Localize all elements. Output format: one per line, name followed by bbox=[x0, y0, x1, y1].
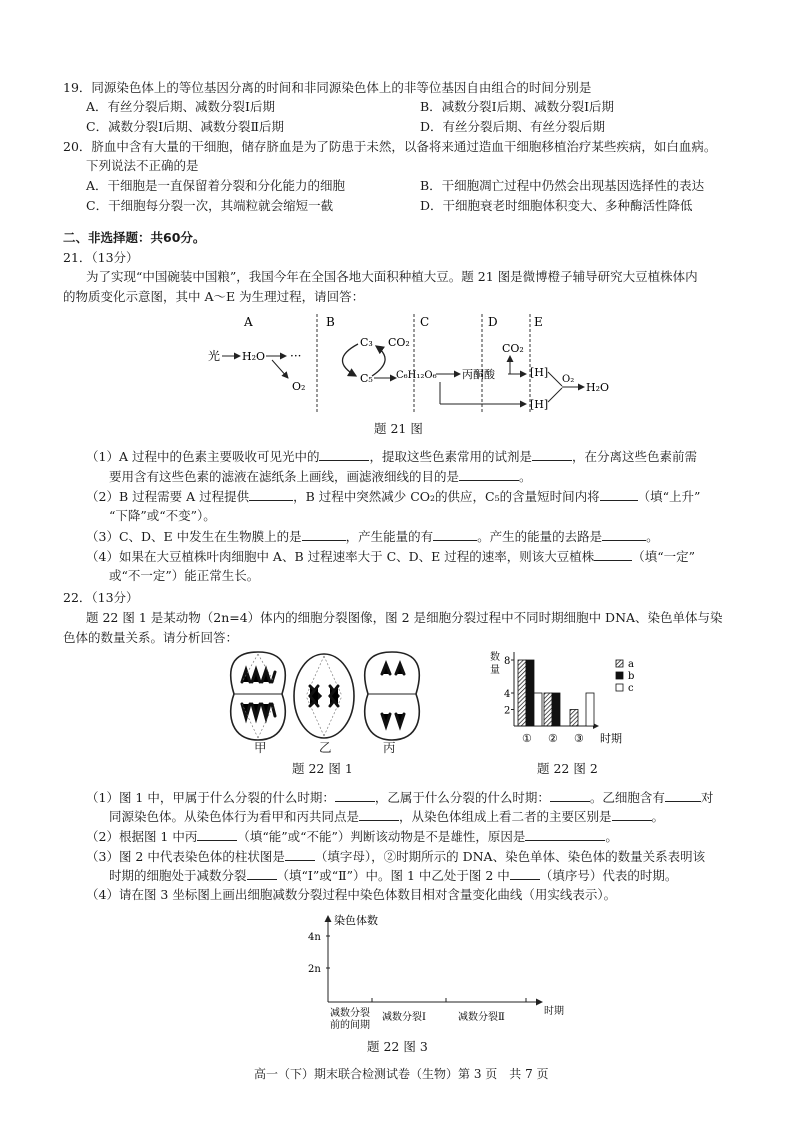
h2o-text: H₂O bbox=[242, 350, 266, 363]
q21-p2-line2: “下降”或“不变”）。 bbox=[109, 508, 216, 523]
cell-label-bing: 丙 bbox=[383, 740, 396, 755]
fig2-ylabel-1: 数 bbox=[490, 652, 500, 663]
q22-intro: 题 22 图 1 是某动物（2n=4）体内的细胞分裂图像，图 2 是细胞分裂过程中不同时期细胞中 DNA、染色单体与染 bbox=[86, 610, 723, 625]
blank-22-1[interactable] bbox=[335, 789, 375, 802]
blank-21-3[interactable] bbox=[459, 468, 519, 481]
blank-22-6[interactable] bbox=[197, 828, 237, 841]
q22-p4: （4）请在图 3 坐标图上画出细胞减数分裂过程中染色体数目相对含量变化曲线（用实线表示）。 bbox=[86, 887, 617, 902]
q20-stem-cont: 下列说法不正确的是 bbox=[86, 158, 199, 173]
q20-option-d: D．干细胞衰老时细胞体积变大、多种酶活性降低 bbox=[420, 198, 693, 213]
arrow-o2 bbox=[272, 360, 288, 378]
cell-yi bbox=[294, 654, 354, 738]
glucose-text: C₆H₁₂O₆ bbox=[396, 370, 437, 381]
q22-p1-line2: 同源染色体。从染色体行为看甲和丙共同点是 ，从染色体组成上看二者的主要区别是 。 bbox=[109, 809, 665, 824]
q21-p1-line1: （1）A 过程中的色素主要吸收可见光中的 ，提取这些色素常用的试剂是 ，在分离这些色素前需 bbox=[86, 449, 697, 464]
cell-jia bbox=[231, 652, 286, 740]
bar-c-3 bbox=[586, 693, 594, 726]
fig2-xtick-1: ① bbox=[522, 732, 532, 745]
co2-text: CO₂ bbox=[388, 336, 410, 349]
q22-fig1-caption: 题 22 图 1 bbox=[292, 761, 353, 776]
fig3-tick-4n: 4n bbox=[308, 932, 321, 943]
blank-21-9[interactable] bbox=[594, 548, 632, 561]
q22-p2: （2）根据图 1 中丙 （填“能”或“不能”）判断该动物是不是雄性，原因是 。 bbox=[86, 829, 618, 844]
legend-label-a: a bbox=[628, 659, 634, 670]
q20-option-a: A．干细胞是一直保留着分裂和分化能力的细胞 bbox=[86, 178, 346, 193]
o2-text: O₂ bbox=[292, 380, 306, 393]
blank-21-7[interactable] bbox=[433, 528, 477, 541]
calvin-right bbox=[372, 346, 385, 376]
legend-swatch-c bbox=[616, 684, 623, 691]
q19-option-d: D．有丝分裂后期、有丝分裂后期 bbox=[420, 119, 606, 134]
q22-intro-cont: 色体的数量关系。请分析回答： bbox=[63, 630, 239, 645]
section-heading: 二、非选择题：共60分。 bbox=[63, 230, 206, 245]
q22-fig3-axes bbox=[300, 910, 564, 1031]
blank-21-4[interactable] bbox=[249, 488, 293, 501]
fig2-xtick-2: ② bbox=[548, 732, 558, 745]
bar-c-1 bbox=[534, 693, 542, 726]
fig3-stage-1b: 前的间期 bbox=[330, 1020, 370, 1031]
q20-stem: 20．脐血中含有大量的干细胞，储存脐血是为了防患于未然，以备将来通过造血干细胞移植治疗某些疾病，如白血病。 bbox=[63, 139, 717, 154]
q21-p4-line1: （4）如果在大豆植株叶肉细胞中 A、B 过程速率大于 C、D、E 过程的速率，则该大豆植株 （填“一定” bbox=[86, 549, 696, 564]
bar-a-2 bbox=[544, 693, 552, 726]
fig2-ytick-4: 4 bbox=[504, 689, 511, 700]
blank-21-5[interactable] bbox=[600, 488, 638, 501]
q21-diagram bbox=[200, 308, 620, 418]
light-text: 光 bbox=[208, 349, 221, 363]
legend-swatch-b bbox=[616, 672, 623, 679]
blank-21-8[interactable] bbox=[602, 528, 646, 541]
label-d: D bbox=[488, 315, 498, 329]
fig3-stage-1a: 减数分裂 bbox=[330, 1008, 370, 1019]
q21-caption: 题 21 图 bbox=[374, 421, 423, 436]
bar-a-3 bbox=[570, 710, 578, 727]
q21-intro: 为了实现“中国碗装中国粮”，我国今年在全国各地大面积种植大豆。题 21 图是微博橙子辅导研究大豆植株体内 bbox=[86, 269, 698, 284]
q22-fig3-caption: 题 22 图 3 bbox=[367, 1039, 428, 1054]
blank-21-6[interactable] bbox=[302, 528, 346, 541]
fig2-ylabel-2: 量 bbox=[490, 665, 500, 676]
q19-stem: 19．同源染色体上的等位基因分离的时间和非同源染色体上的非等位基因自由组合的时间分别是 bbox=[63, 80, 592, 95]
o2-e-text: O₂ bbox=[562, 374, 575, 385]
fig3-tick-2n: 2n bbox=[308, 964, 321, 975]
q19-option-a: A．有丝分裂后期、减数分裂Ⅰ后期 bbox=[86, 99, 275, 114]
bar-b-2 bbox=[552, 693, 560, 726]
cell-bing bbox=[365, 652, 420, 740]
blank-22-3[interactable] bbox=[665, 789, 701, 802]
label-b: B bbox=[326, 315, 335, 329]
blank-22-5[interactable] bbox=[612, 808, 652, 821]
q21-p2-line1: （2）B 过程需要 A 过程提供 ，B 过程中突然减少 CO₂的供应，C₅的含量短时间内将 （填“上升” bbox=[86, 489, 701, 504]
fig2-xtick-3: ③ bbox=[574, 732, 584, 745]
q20-option-c: C．干细胞每分裂一次，其端粒就会缩短一截 bbox=[86, 198, 334, 213]
blank-22-4[interactable] bbox=[359, 808, 399, 821]
blank-22-10[interactable] bbox=[510, 867, 540, 880]
legend-swatch-a bbox=[616, 660, 623, 667]
fig3-stage-3: 减数分裂Ⅱ bbox=[458, 1012, 505, 1023]
c5-bottom: C₅ bbox=[360, 372, 373, 385]
q22-p3-line1: （3）图 2 中代表染色体的柱状图是 （填字母），②时期所示的 DNA、染色单体、染色体的数量关系表明该 bbox=[86, 849, 706, 864]
blank-22-8[interactable] bbox=[285, 848, 315, 861]
q22-fig2-chart bbox=[486, 646, 646, 750]
fig2-ytick-2: 2 bbox=[504, 705, 511, 717]
q21-intro-cont: 的物质变化示意图，其中 A～E 为生理过程，请回答： bbox=[63, 289, 365, 304]
q22-fig2-caption: 题 22 图 2 bbox=[537, 761, 598, 776]
q21-head: 21．（13分） bbox=[63, 250, 139, 265]
h-upper: [H] bbox=[530, 366, 549, 379]
label-c: C bbox=[420, 315, 430, 329]
page-footer: 高一（下）期末联合检测试卷（生物）第 3 页 共 7 页 bbox=[254, 1067, 549, 1081]
fig3-ylabel: 染色体数 bbox=[334, 914, 378, 927]
q21-p3: （3）C、D、E 中发生在生物膜上的是 ，产生能量的有 。产生的能量的去路是 。 bbox=[86, 529, 659, 544]
q22-head: 22．（13分） bbox=[63, 590, 139, 605]
dots-text: ··· bbox=[290, 349, 302, 363]
q21-p4-line2: 或“不一定”）能正常生长。 bbox=[109, 568, 260, 583]
q20-option-b: B．干细胞凋亡过程中仍然会出现基因选择性的表达 bbox=[420, 178, 705, 193]
blank-22-7[interactable] bbox=[525, 828, 605, 841]
legend-label-b: b bbox=[628, 671, 635, 682]
fig2-ytick-8: 8 bbox=[504, 656, 511, 667]
blank-21-2[interactable] bbox=[532, 448, 572, 461]
legend-label-c: c bbox=[628, 683, 634, 694]
q21-p1-line2: 要用含有这些色素的滤液在滤纸条上画线，画滤液细线的目的是 。 bbox=[109, 469, 532, 484]
fig3-stage-2: 减数分裂Ⅰ bbox=[382, 1012, 426, 1023]
line-h-join-lower bbox=[548, 388, 562, 402]
q19-option-b: B．减数分裂Ⅰ后期、减数分裂Ⅰ后期 bbox=[420, 99, 615, 114]
c3-top: C₃ bbox=[360, 336, 373, 349]
h-lower: [H] bbox=[530, 398, 549, 411]
calvin-left bbox=[342, 344, 358, 376]
q19-option-c: C．减数分裂Ⅰ后期、减数分裂Ⅱ后期 bbox=[86, 119, 284, 134]
cell-label-yi: 乙 bbox=[319, 740, 332, 755]
label-a: A bbox=[244, 315, 253, 329]
line-h-join-upper bbox=[548, 372, 562, 386]
co2-d-text: CO₂ bbox=[502, 342, 524, 355]
blank-22-2[interactable] bbox=[550, 789, 590, 802]
h2o-e-text: H₂O bbox=[586, 381, 610, 394]
q22-p1-line1: （1）图 1 中，甲属于什么分裂的什么时期： ，乙属于什么分裂的什么时期： 。乙细胞含有 对 bbox=[86, 790, 714, 805]
fig2-xlabel: 时期 bbox=[600, 732, 622, 745]
fig3-xlabel: 时期 bbox=[544, 1006, 564, 1017]
label-e: E bbox=[534, 315, 543, 329]
blank-21-1[interactable] bbox=[319, 448, 369, 461]
bar-a-1 bbox=[518, 660, 526, 726]
blank-22-9[interactable] bbox=[247, 867, 277, 880]
bar-b-1 bbox=[526, 660, 534, 726]
pyruvate-text: 丙酮酸 bbox=[462, 368, 495, 381]
q22-p3-line2: 时期的细胞处于减数分裂 （填“Ⅰ”或“Ⅱ”）中。图 1 中乙处于图 2 中 （填序号）代表的时期。 bbox=[109, 868, 678, 883]
cell-label-jia: 甲 bbox=[254, 740, 267, 755]
